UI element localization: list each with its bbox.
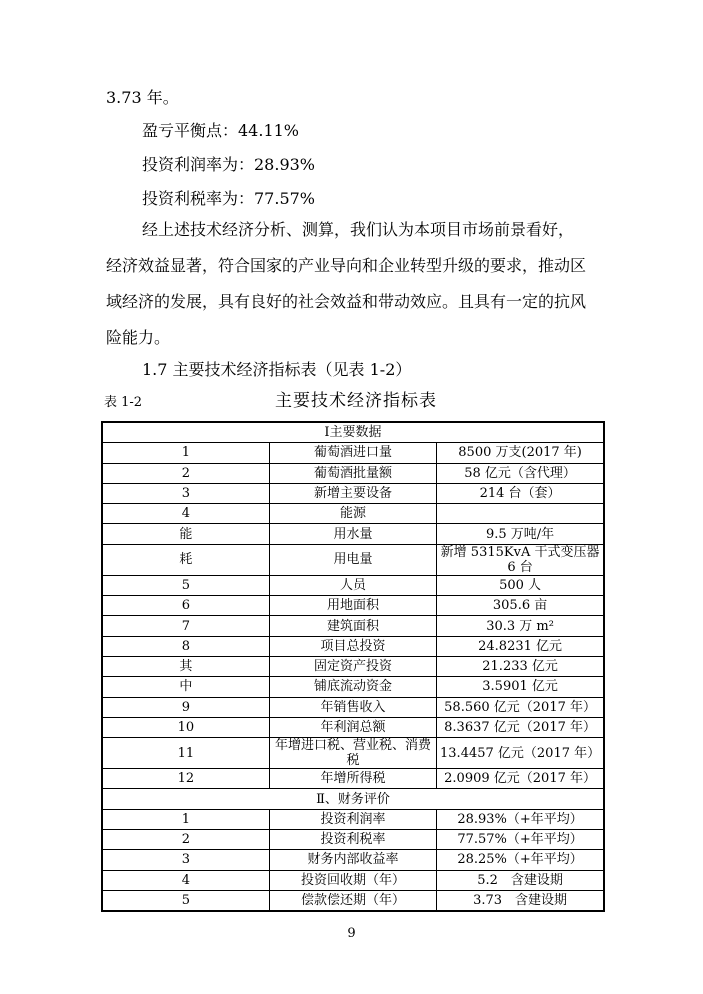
row-number: 8 (102, 636, 269, 656)
section2-header-title: Ⅱ、财务评价 (102, 789, 604, 809)
conclusion-text: 经上述技术经济分析、测算，我们认为本项目市场前景看好，经济效益显著，符合国家的产业导向和企业转型升级的要求，推动区域经济的发展，具有良好的社会效益和带动效应。且具有一定的抗风险能力。 (106, 220, 587, 347)
table-label: 表 1-2 (104, 395, 143, 410)
row-item: 年增进口税、营业税、消费税 (269, 738, 436, 769)
row-value: 214 台（套） (437, 483, 604, 503)
row-item: 用水量 (269, 524, 436, 544)
row-number: 4 (102, 870, 269, 890)
section1-header (102, 422, 604, 443)
table-row (102, 616, 604, 636)
row-number: 1 (102, 443, 269, 463)
row-number: 12 (102, 769, 269, 789)
row-value: 2.0909 亿元（2017 年） (437, 769, 604, 789)
row-number: 10 (102, 717, 269, 737)
row-number: 6 (102, 596, 269, 616)
row-number: 中 (102, 677, 269, 697)
row-value: 58.560 亿元（2017 年） (437, 697, 604, 717)
row-item: 财务内部收益率 (269, 850, 436, 870)
table-row (102, 656, 604, 676)
table-row (102, 809, 604, 829)
table-row (102, 769, 604, 789)
table-row (102, 636, 604, 656)
row-item: 年增所得税 (269, 769, 436, 789)
table-row (102, 738, 604, 769)
conclusion-paragraph (106, 212, 586, 356)
row-value: 新增 5315KvA 干式变压器 6 台 (437, 544, 604, 575)
row-item: 铺底流动资金 (269, 677, 436, 697)
row-number: 11 (102, 738, 269, 769)
row-item: 建筑面积 (269, 616, 436, 636)
row-value: 500 人 (437, 575, 604, 595)
row-item: 项目总投资 (269, 636, 436, 656)
table-row (102, 830, 604, 850)
row-item: 年利润总额 (269, 717, 436, 737)
table-row (102, 717, 604, 737)
row-value: 28.93%（+年平均） (437, 809, 604, 829)
table-row (102, 850, 604, 870)
row-value: 13.4457 亿元（2017 年） (437, 738, 604, 769)
row-number: 能 (102, 524, 269, 544)
table-row (102, 524, 604, 544)
section-heading: 1.7 主要技术经济指标表（见表 1-2） (142, 360, 412, 379)
row-item: 投资利润率 (269, 809, 436, 829)
row-value: 58 亿元（含代理） (437, 463, 604, 483)
table-row (102, 463, 604, 483)
row-item: 人员 (269, 575, 436, 595)
table-row (102, 890, 604, 911)
table-row (102, 677, 604, 697)
row-value: 8500 万支(2017 年) (437, 443, 604, 463)
row-value: 5.2 含建设期 (437, 870, 604, 890)
section1-header-title: Ⅰ主要数据 (102, 422, 604, 443)
table-row (102, 596, 604, 616)
row-number: 1 (102, 809, 269, 829)
row-item: 年销售收入 (269, 697, 436, 717)
metric-breakeven: 盈亏平衡点：44.11% (142, 121, 300, 140)
row-value: 3.5901 亿元 (437, 677, 604, 697)
table-row (102, 483, 604, 503)
table-row (102, 504, 604, 524)
section2-header (102, 789, 604, 809)
row-value: 305.6 亩 (437, 596, 604, 616)
row-number: 9 (102, 697, 269, 717)
row-number: 2 (102, 830, 269, 850)
row-number: 4 (102, 504, 269, 524)
table-row (102, 575, 604, 595)
row-item: 葡萄酒批量额 (269, 463, 436, 483)
row-value: 8.3637 亿元（2017 年） (437, 717, 604, 737)
row-value: 9.5 万吨/年 (437, 524, 604, 544)
row-number: 3 (102, 850, 269, 870)
row-item: 能源 (269, 504, 436, 524)
row-item: 新增主要设备 (269, 483, 436, 503)
row-value: 3.73 含建设期 (437, 890, 604, 911)
row-item: 用地面积 (269, 596, 436, 616)
page-number: 9 (347, 926, 356, 941)
row-number: 5 (102, 890, 269, 911)
row-value: 21.233 亿元 (437, 656, 604, 676)
row-value: 24.8231 亿元 (437, 636, 604, 656)
table-row (102, 697, 604, 717)
row-value (437, 504, 604, 524)
row-value: 28.25%（+年平均） (437, 850, 604, 870)
row-item: 固定资产投资 (269, 656, 436, 676)
indicator-table (101, 421, 605, 912)
row-number: 耗 (102, 544, 269, 575)
row-item: 葡萄酒进口量 (269, 443, 436, 463)
row-item: 投资利税率 (269, 830, 436, 850)
metric-tax-rate: 投资利税率为：77.57% (142, 189, 316, 208)
table-row (102, 544, 604, 575)
row-value: 30.3 万 m² (437, 616, 604, 636)
intro-line: 3.73 年。 (106, 88, 179, 107)
row-number: 7 (102, 616, 269, 636)
row-item: 投资回收期（年） (269, 870, 436, 890)
metric-profit-rate: 投资利润率为：28.93% (142, 155, 316, 174)
row-number: 2 (102, 463, 269, 483)
row-number: 其 (102, 656, 269, 676)
row-item: 偿款偿还期（年） (269, 890, 436, 911)
row-value: 77.57%（+年平均） (437, 830, 604, 850)
table-row (102, 443, 604, 463)
table-row (102, 870, 604, 890)
row-item: 用电量 (269, 544, 436, 575)
row-number: 5 (102, 575, 269, 595)
table-title: 主要技术经济指标表 (275, 391, 437, 411)
row-number: 3 (102, 483, 269, 503)
